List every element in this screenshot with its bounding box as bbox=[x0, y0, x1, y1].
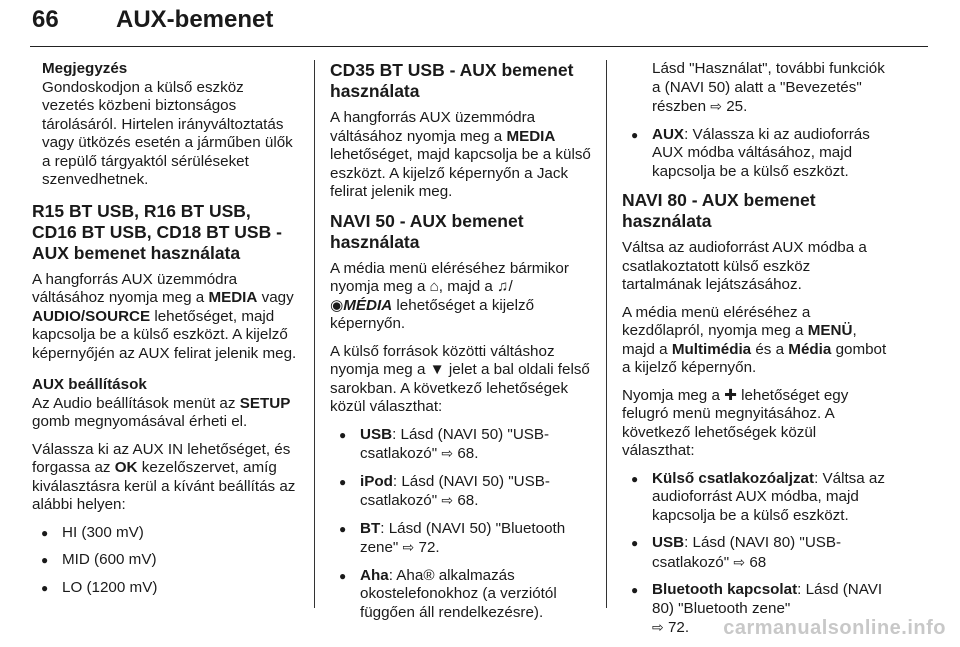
column-divider-1 bbox=[314, 60, 315, 608]
list-item: ● BT: Lásd (NAVI 50) "Bluetooth zene" ⇨ 72. bbox=[330, 520, 592, 558]
paragraph: Az Audio beállítások menüt az SETUP gomb megnyomásával érheti el. bbox=[32, 394, 291, 430]
aux-list bbox=[622, 126, 888, 182]
note-box bbox=[32, 60, 298, 190]
arrow-ref-icon: ⇨ bbox=[652, 619, 664, 635]
page-header bbox=[32, 6, 928, 46]
column-1 bbox=[32, 60, 298, 606]
source-list bbox=[330, 426, 592, 623]
home-icon: ⌂ bbox=[429, 278, 439, 295]
header-rule bbox=[30, 46, 928, 47]
list-item: ● AUX: Válassza ki az audioforrás AUX módba váltásához, majd kapcsolja be a külső eszközt. bbox=[622, 126, 888, 182]
level-list bbox=[32, 524, 298, 598]
paragraph: Váltsa az audioforrást AUX módba a csatlakoztatott külső eszköz tartalmának lejátszásához. bbox=[622, 239, 867, 293]
paragraph: A hangforrás AUX üzemmódra váltásához nyomja meg a MEDIA lehetőséget, majd kapcsolja be a külső eszközt. A kijelző képernyőn a Jack felirat jelenik meg. bbox=[330, 109, 591, 200]
list-item: ● USB: Lásd (NAVI 50) "USB-csatlakozó" ⇨ 68. bbox=[330, 426, 592, 464]
section-heading-r15: R15 BT USB, R16 BT USB, CD16 BT USB, CD18 BT USB - AUX bemenet használata bbox=[32, 200, 282, 263]
media-icon: ◉ bbox=[330, 296, 344, 314]
list-item: ● Külső csatlakozóaljzat: Váltsa az audioforrást AUX módba, majd kapcsolja be a külső eszközt. bbox=[622, 470, 888, 526]
paragraph: Nyomja meg a ✚ lehetőséget egy felugró menü megnyitásához. A következő lehetőségek közül választhat: bbox=[622, 386, 849, 459]
list-item: ● HI (300 mV) bbox=[32, 524, 298, 543]
section-heading-cd35: CD35 BT USB - AUX bemenet használata bbox=[330, 60, 574, 101]
note-text: Gondoskodjon a külső eszköz vezetés közbeni biztonságos tárolásáról. Hirtelen irányváltoztatás vagy ütközés esetén a járműben ülők a repülő tárgyaktól sérüléseket szenvedhetnek. bbox=[42, 78, 293, 188]
plus-icon: ✚ bbox=[724, 386, 737, 404]
list-item: ● LO (1200 mV) bbox=[32, 579, 298, 598]
list-item: ● MID (600 mV) bbox=[32, 551, 298, 570]
section-heading-navi80: NAVI 80 - AUX bemenet használata bbox=[622, 190, 816, 231]
arrow-ref-icon: ⇨ bbox=[441, 492, 454, 508]
list-item: ● Aha: Aha® alkalmazás okostelefonokhoz (a verziótól függően áll rendelkezésre). bbox=[330, 567, 592, 623]
arrow-ref-icon: ⇨ bbox=[733, 553, 746, 570]
list-item: ● Bluetooth kapcsolat: Lásd (NAVI 80) "Bluetooth zene" ⇨ 72. bbox=[622, 581, 888, 638]
paragraph: A média menü eléréséhez bármikor nyomja meg a ⌂, majd a ♫/ ◉MÉDIA lehetőséget a kijelző képernyőn. bbox=[330, 259, 569, 332]
watermark: carmanualsonline.info bbox=[723, 617, 946, 639]
arrow-ref-icon: ⇨ bbox=[402, 539, 415, 555]
continued-paragraph: Lásd "Használat", további funkciók a (NAVI 50) alatt a "Bevezetés" részben ⇨ 25. bbox=[652, 60, 885, 115]
paragraph: A média menü eléréséhez a kezdőlapról, nyomja meg a MENÜ, majd a Multimédia és a Média gombot a kijelző képernyőn. bbox=[622, 303, 887, 376]
paragraph: Válassza ki az AUX IN lehetőséget, és forgassa az OK kezelőszervet, amíg kiválasztásra kerül a kívánt beállítás az alábbi helyen: bbox=[32, 440, 296, 513]
music-note-icon: ♫ bbox=[497, 278, 509, 295]
column-3 bbox=[622, 60, 888, 647]
option-list bbox=[622, 470, 888, 638]
arrow-ref-icon: ⇨ bbox=[441, 445, 454, 461]
arrow-ref-icon: ⇨ bbox=[710, 98, 722, 114]
page-number: 66 bbox=[32, 6, 59, 33]
subheading-aux-settings: AUX beállítások bbox=[32, 376, 147, 393]
note-title: Megjegyzés bbox=[42, 60, 128, 77]
list-item: ● iPod: Lásd (NAVI 50) "USB-csatlakozó" ⇨ 68. bbox=[330, 473, 592, 511]
triangle-down-icon: ▼ bbox=[429, 361, 445, 378]
chapter-title: AUX-bemenet bbox=[116, 6, 274, 33]
list-item: ● USB: Lásd (NAVI 80) "USB-csatlakozó" ⇨ 68 bbox=[622, 534, 888, 572]
section-heading-navi50: NAVI 50 - AUX bemenet használata bbox=[330, 210, 524, 252]
paragraph: A hangforrás AUX üzemmódra váltásához nyomja meg a MEDIA vagy AUDIO/SOURCE lehetőséget, majd kapcsolja be a külső eszközt. A kijelző képernyőjén az AUX felirat jelenik meg. bbox=[32, 270, 297, 362]
paragraph: A külső források közötti váltáshoz nyomja meg a ▼ jelet a bal oldali felső sarokban. A következő lehetőségek közül választhat: bbox=[330, 342, 590, 415]
column-divider-2 bbox=[606, 60, 607, 608]
column-2 bbox=[330, 60, 592, 631]
